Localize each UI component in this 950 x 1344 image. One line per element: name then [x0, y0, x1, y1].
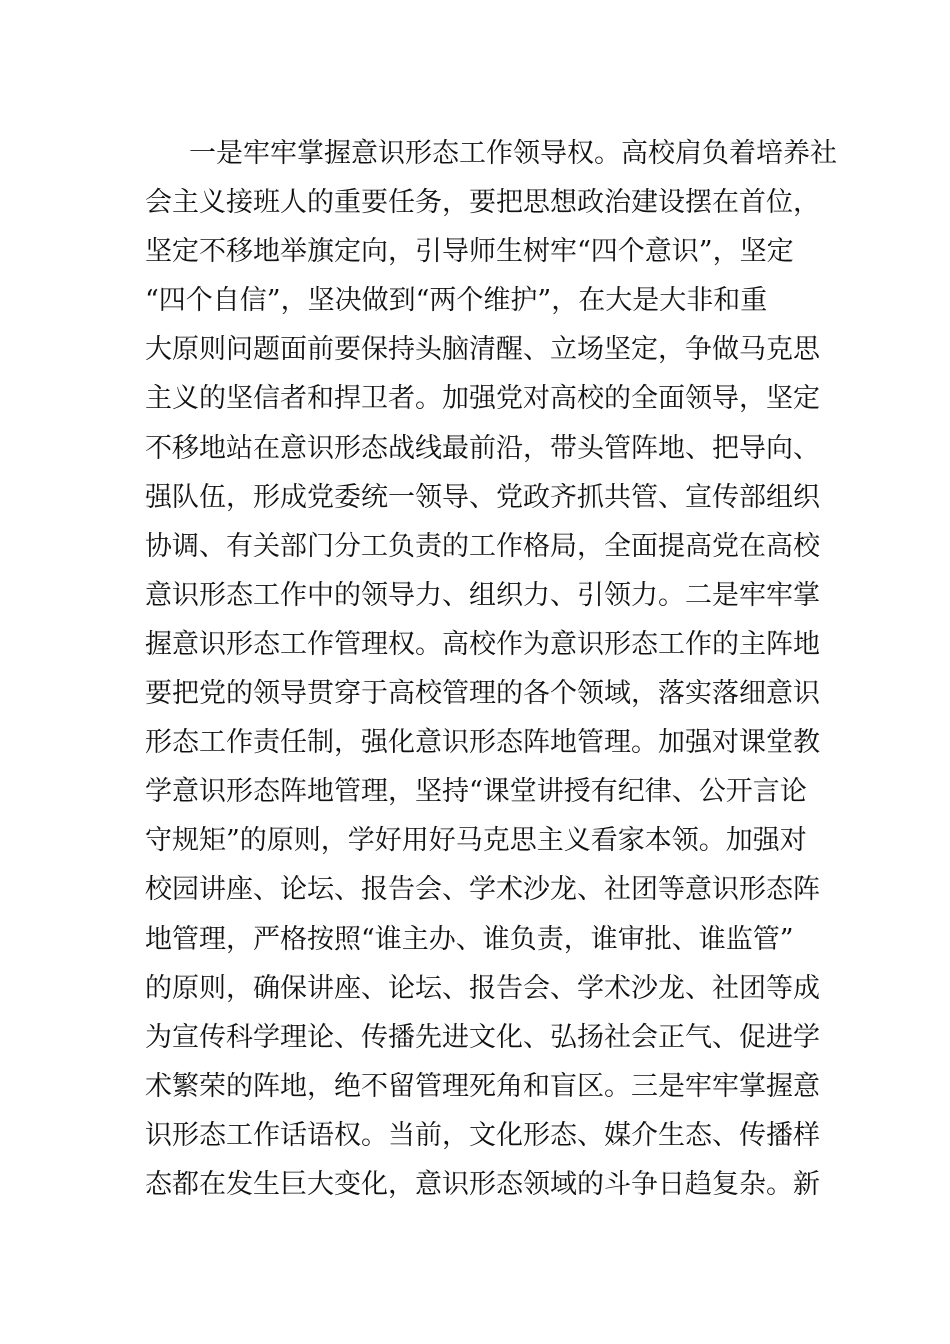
text-line: 识形态工作话语权。当前，文化形态、媒介生态、传播样	[145, 1119, 820, 1151]
text-line: 坚定不移地举旗定向，引导师生树牢“四个意识”，坚定	[145, 236, 794, 268]
text-line: 一是牢牢掌握意识形态工作领导权。高校肩负着培养社	[189, 138, 837, 169]
text-line: 会主义接班人的重要任务，要把思想政治建设摆在首位，	[145, 187, 820, 219]
text-line: “四个自信”，坚决做到“两个维护”，在大是大非和重	[145, 285, 768, 317]
text-line: 协调、有关部门分工负责的工作格局，全面提高党在高校	[145, 530, 820, 562]
text-line: 术繁荣的阵地，绝不留管理死角和盲区。三是牢牢掌握意	[145, 1070, 820, 1102]
text-line: 大原则问题面前要保持头脑清醒、立场坚定，争做马克思	[145, 334, 820, 366]
text-line: 为宣传科学理论、传播先进文化、弘扬社会正气、促进学	[145, 1021, 820, 1053]
text-line: 握意识形态工作管理权。高校作为意识形态工作的主阵地	[145, 628, 820, 660]
text-line: 意识形态工作中的领导力、组织力、引领力。二是牢牢掌	[145, 579, 820, 611]
text-line: 形态工作责任制，强化意识形态阵地管理。加强对课堂教	[145, 727, 820, 759]
text-line: 的原则，确保讲座、论坛、报告会、学术沙龙、社团等成	[145, 972, 820, 1004]
text-line: 不移地站在意识形态战线最前沿，带头管阵地、把导向、	[145, 432, 820, 464]
text-line: 地管理，严格按照“谁主办、谁负责，谁审批、谁监管”	[145, 923, 794, 955]
text-line: 强队伍，形成党委统一领导、党政齐抓共管、宣传部组织	[145, 481, 820, 513]
text-line: 要把党的领导贯穿于高校管理的各个领域，落实落细意识	[145, 678, 820, 710]
text-line: 校园讲座、论坛、报告会、学术沙龙、社团等意识形态阵	[145, 874, 820, 906]
text-line: 态都在发生巨大变化，意识形态领域的斗争日趋复杂。新	[145, 1168, 820, 1200]
text-line: 守规矩”的原则，学好用好马克思主义看家本领。加强对	[145, 825, 807, 857]
text-line: 主义的坚信者和捍卫者。加强党对高校的全面领导，坚定	[145, 383, 820, 415]
body-paragraph	[145, 129, 837, 1209]
text-line: 学意识形态阵地管理，坚持“课堂讲授有纪律、公开言论	[145, 776, 807, 808]
